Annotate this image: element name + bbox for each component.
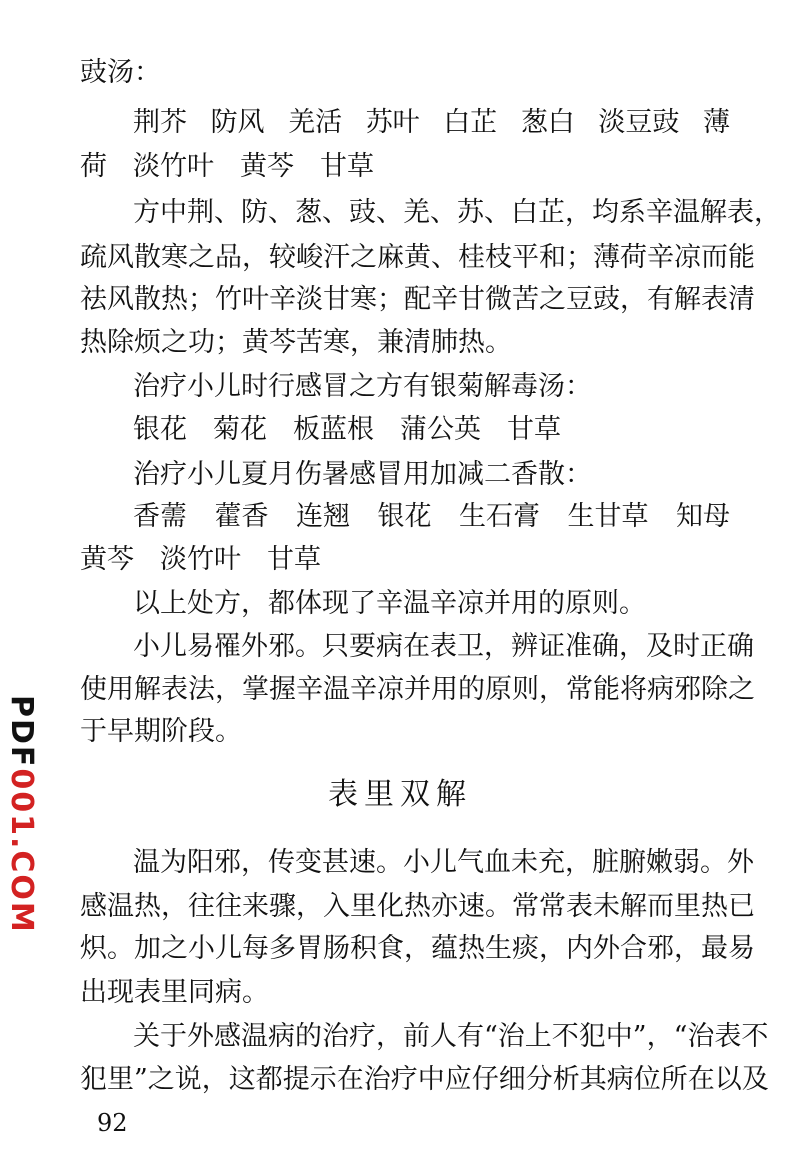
herb: 黄芩: [80, 544, 134, 575]
text-line: 小儿易罹外邪。只要病在表卫，辨证准确，及时正确: [133, 631, 754, 662]
herb: 银花: [377, 501, 432, 532]
herb: 蒲公英: [400, 414, 481, 445]
text-line: 关于外感温病的治疗，前人有“治上不犯中”，“治表不: [133, 1021, 769, 1052]
watermark-suffix: 001.COM: [4, 768, 39, 934]
text-line: 于早期阶段。: [80, 716, 242, 747]
herb: 羌活: [288, 107, 343, 138]
herb-list-3-cont: [80, 540, 730, 580]
herb: 菊花: [213, 414, 267, 445]
herb: 白芷: [443, 107, 498, 138]
text-line: 热除烦之功；黄芩苦寒，兼清肺热。: [80, 327, 512, 358]
herb: 生甘草: [567, 501, 649, 532]
herb: 黄芩: [240, 151, 294, 182]
herb: 淡竹叶: [133, 151, 214, 182]
text-line: 豉汤：: [80, 57, 161, 88]
text-line: 疏风散寒之品，较峻汗之麻黄、桂枝平和；薄荷辛凉而能: [80, 242, 755, 273]
text-line: 以上处方，都体现了辛温辛凉并用的原则。: [133, 588, 646, 619]
herb: 甘草: [507, 414, 561, 445]
text-line: 温为阳邪，传变甚速。小儿气血未充，脏腑嫩弱。外: [133, 847, 754, 878]
watermark-prefix: PDF: [4, 695, 39, 769]
herb: 荷: [80, 151, 107, 182]
text-line: 治疗小儿时行感冒之方有银菊解毒汤：: [133, 371, 592, 402]
herb: 葱白: [520, 107, 575, 138]
text-line: 祛风散热；竹叶辛淡甘寒；配辛甘微苦之豆豉，有解表清: [80, 284, 755, 315]
page-number: 92: [97, 1109, 128, 1137]
herb: 银花: [133, 414, 187, 445]
herb: 甘草: [267, 544, 321, 575]
herb-list-3: [133, 497, 730, 537]
text-line: 犯里”之说，这都提示在治疗中应仔细分析其病位所在以及: [80, 1064, 769, 1095]
herb: 香薷: [133, 501, 187, 532]
section-heading: 表里双解: [328, 777, 472, 812]
herb: 生石膏: [459, 501, 540, 532]
herb: 甘草: [320, 151, 374, 182]
text-line: 使用解表法，掌握辛温辛凉并用的原则，常能将病邪除之: [80, 674, 755, 705]
herb: 连翘: [296, 501, 350, 532]
text-line: 出现表里同病。: [80, 977, 269, 1008]
text-line: 炽。加之小儿每多胃肠积食，蕴热生痰，内外合邪，最易: [80, 933, 755, 964]
herb-list-1: [133, 103, 730, 143]
herb: 知母: [676, 501, 730, 532]
herb: 薄: [702, 107, 730, 138]
herb: 板蓝根: [293, 414, 374, 445]
herb-list-2: [133, 410, 730, 450]
text-line: 感温热，往往来骤，入里化热亦速。常常表未解而里热已: [80, 891, 755, 922]
herb-list-1-cont: [80, 147, 730, 187]
herb: 淡豆豉: [598, 107, 680, 138]
herb: 苏叶: [365, 107, 420, 138]
herb: 荆芥: [133, 107, 187, 138]
herb: 防风: [210, 107, 265, 138]
herb: 淡竹叶: [160, 544, 241, 575]
text-line: 治疗小儿夏月伤暑感冒用加减二香散：: [133, 459, 592, 490]
herb: 藿香: [214, 501, 269, 532]
text-line: 方中荆、防、葱、豉、羌、苏、白芷，均系辛温解表，: [133, 197, 781, 228]
watermark: [4, 695, 39, 934]
